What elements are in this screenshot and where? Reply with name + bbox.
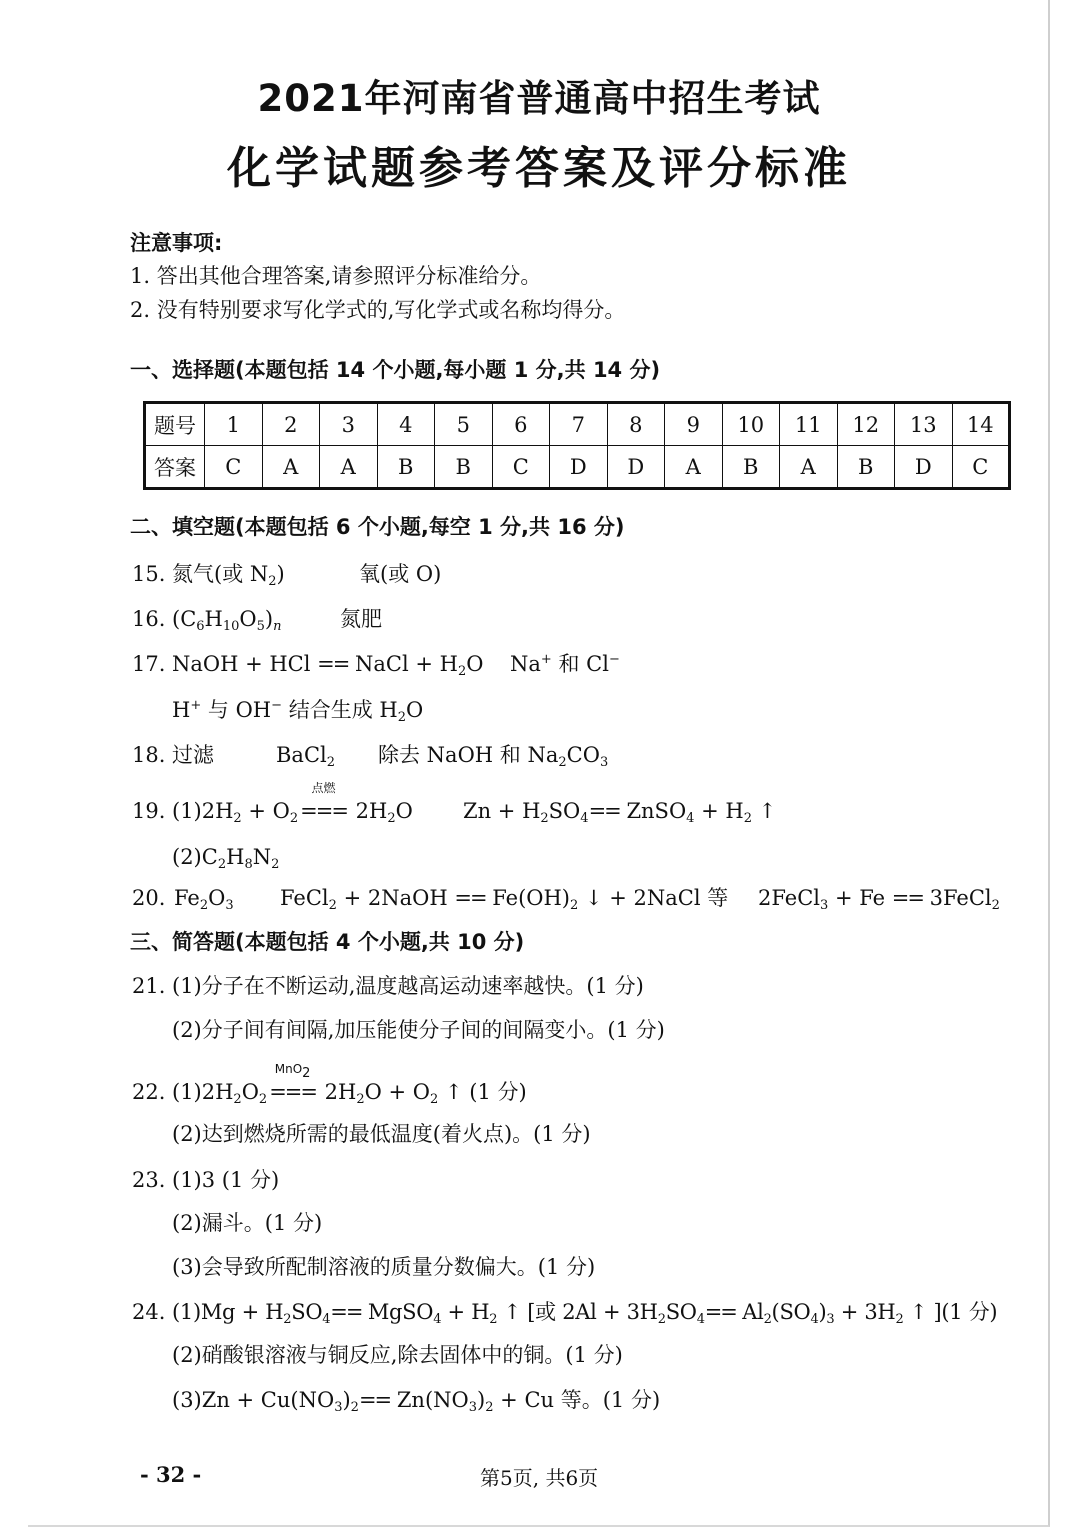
answer-table bbox=[143, 401, 1011, 490]
q17-equation: NaOH + HCl == NaCl + $H_2O$ bbox=[172, 652, 484, 679]
q22-part2: (2)达到燃烧所需的最低温度(着火点)。(1 分) bbox=[172, 1122, 591, 1146]
answer-cell: D bbox=[550, 446, 608, 489]
question-number: 14 bbox=[952, 403, 1010, 446]
page-info: 第5页, 共6页 bbox=[480, 1466, 599, 1490]
answer-cell: A bbox=[780, 446, 838, 489]
answer-cell: C bbox=[952, 446, 1010, 489]
q19-part2: $(2)C_2H_8N_2$ bbox=[172, 845, 280, 872]
answer-cell: A bbox=[262, 446, 320, 489]
answer-cell: B bbox=[377, 446, 435, 489]
answer-cell: B bbox=[722, 446, 780, 489]
question-number: 1 bbox=[205, 403, 263, 446]
q16-number: 16. bbox=[132, 607, 166, 631]
q24-number: 24. bbox=[132, 1300, 166, 1324]
question-number: 4 bbox=[377, 403, 435, 446]
q20-number: 20. bbox=[132, 886, 166, 910]
q18-answer-a: 过滤 bbox=[172, 743, 214, 767]
q15-answer-b: 氧(或 O) bbox=[359, 562, 442, 586]
q15-number: 15. bbox=[132, 562, 166, 586]
q24-part1: $(1)Mg + H_2SO_4==$ MgSO$_4$ + $H_2$ ↑ [或 $2Al + 3H_2SO_4== Al_2(SO_4)_3 + 3H_2$ ↑ ](1 分) bbox=[172, 1300, 998, 1327]
q22-condition: MnO$_2$ bbox=[274, 1062, 311, 1081]
q21-part2: (2)分子间有间隔,加压能使分子间的间隔变小。(1 分) bbox=[172, 1018, 665, 1042]
answer-cell: D bbox=[607, 446, 665, 489]
question-number: 13 bbox=[895, 403, 953, 446]
answer-cell: D bbox=[895, 446, 953, 489]
question-number: 2 bbox=[262, 403, 320, 446]
section1-heading: 一、选择题(本题包括 14 个小题,每小题 1 分,共 14 分) bbox=[130, 358, 661, 382]
q23-part2: (2)漏斗。(1 分) bbox=[172, 1211, 323, 1235]
table-row-answers bbox=[145, 446, 1010, 489]
q20-equation-2: 2FeCl$_3$ + Fe == 3FeCl$_2$ bbox=[758, 886, 1000, 913]
answer-cell: C bbox=[205, 446, 263, 489]
page-subtitle: 化学试题参考答案及评分标准 bbox=[227, 143, 851, 194]
q23-number: 23. bbox=[132, 1168, 166, 1192]
q19-number: 19. bbox=[132, 799, 166, 823]
question-number: 8 bbox=[607, 403, 665, 446]
q19-condition: 点燃 bbox=[311, 781, 336, 795]
table-row-numbers bbox=[145, 403, 1010, 446]
notes-heading: 注意事项: bbox=[130, 231, 223, 255]
q17-line2: H+ 与 OH− 结合生成 $H_2O$ bbox=[172, 698, 424, 725]
q23-part3: (3)会导致所配制溶液的质量分数偏大。(1 分) bbox=[172, 1255, 596, 1279]
question-number: 3 bbox=[320, 403, 378, 446]
q20-answer-a: $Fe_2O_3$ bbox=[174, 886, 234, 913]
answer-cell: A bbox=[320, 446, 378, 489]
q18-answer-b: BaCl$_2$ bbox=[276, 743, 336, 770]
question-number: 9 bbox=[665, 403, 723, 446]
question-number: 12 bbox=[837, 403, 895, 446]
q24-part2: (2)硝酸银溶液与铜反应,除去固体中的铜。(1 分) bbox=[172, 1343, 623, 1367]
q17-answer-b: Na+ 和 Cl− bbox=[510, 652, 620, 676]
question-number: 10 bbox=[722, 403, 780, 446]
table-header-answer: 答案 bbox=[145, 446, 205, 489]
page-title: 2021年河南省普通高中招生考试 bbox=[257, 77, 821, 120]
q22-part1: $(1)2H_2O_2$ MnO$_2$ === $2H_2O + O_2$ ↑ (1 分) bbox=[172, 1062, 527, 1107]
q19-equation-2: $Zn + H_2SO_4==$ ZnSO$_4$ + $H_2$ ↑ bbox=[463, 799, 777, 826]
question-number: 5 bbox=[435, 403, 493, 446]
answer-cell: B bbox=[837, 446, 895, 489]
q24-part3: $(3)Zn + Cu(NO_3)_2== Zn(NO_3)_2 + Cu$ 等。(1 分) bbox=[172, 1388, 661, 1415]
section3-heading: 三、简答题(本题包括 4 个小题,共 10 分) bbox=[130, 930, 525, 954]
page-number: - 32 - bbox=[140, 1462, 202, 1487]
q21-part1: (1)分子在不断运动,温度越高运动速率越快。(1 分) bbox=[172, 974, 644, 998]
question-number: 6 bbox=[492, 403, 550, 446]
section2-heading: 二、填空题(本题包括 6 个小题,每空 1 分,共 16 分) bbox=[130, 515, 625, 539]
note-item-1: 1. 答出其他合理答案,请参照评分标准给分。 bbox=[130, 264, 542, 288]
q18-number: 18. bbox=[132, 743, 166, 767]
q19-equation-1: $(1)2H_2 + O_2$ 点燃 === $2H_2O$ bbox=[172, 781, 413, 826]
q20-equation-1: FeCl$_2$ + 2NaOH == $Fe(OH)_2$ ↓ + 2NaCl 等 bbox=[280, 886, 729, 913]
table-header-question: 题号 bbox=[145, 403, 205, 446]
q22-number: 22. bbox=[132, 1080, 166, 1104]
q17-number: 17. bbox=[132, 652, 166, 676]
q15-answer-a: 氮气(或 $N_2$) bbox=[172, 562, 285, 589]
question-number: 11 bbox=[780, 403, 838, 446]
q21-number: 21. bbox=[132, 974, 166, 998]
q23-part1: (1)3 (1 分) bbox=[172, 1168, 280, 1192]
answer-sheet-page bbox=[28, 0, 1050, 1527]
q18-answer-c: 除去 NaOH 和 $Na_2CO_3$ bbox=[378, 743, 609, 770]
answer-cell: B bbox=[435, 446, 493, 489]
q16-answer-a: $(C_6H_{10}O_5)_n$ bbox=[172, 607, 282, 634]
answer-cell: C bbox=[492, 446, 550, 489]
answer-cell: A bbox=[665, 446, 723, 489]
question-number: 7 bbox=[550, 403, 608, 446]
q16-answer-b: 氮肥 bbox=[340, 607, 382, 631]
note-item-2: 2. 没有特别要求写化学式的,写化学式或名称均得分。 bbox=[130, 298, 626, 322]
